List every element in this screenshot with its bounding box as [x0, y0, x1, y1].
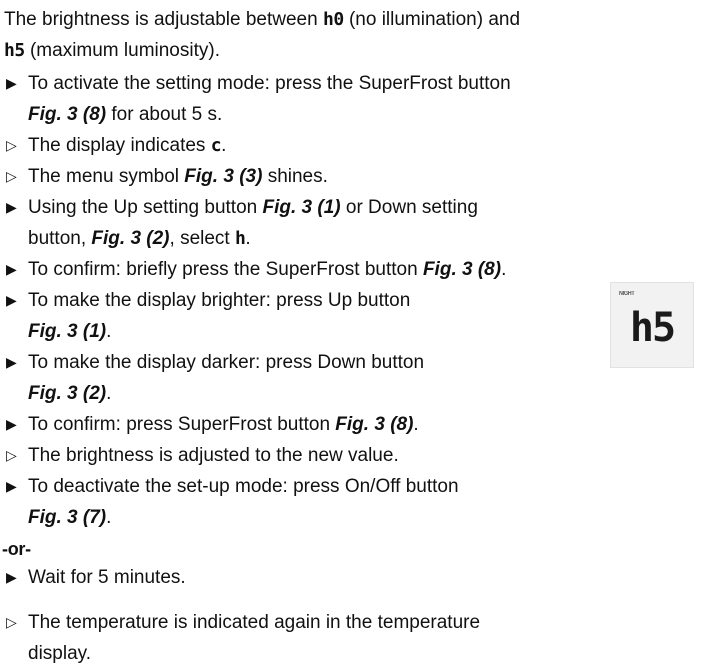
step-text-fragment: or Down setting: [340, 197, 478, 218]
step-text-fragment: The temperature is indicated again in the temperature: [28, 612, 481, 633]
instruction-step: [0, 409, 704, 440]
figure-reference: Fig. 3 (2): [91, 228, 170, 249]
action-bullet-icon: [0, 471, 28, 502]
step-text-fragment: shines.: [262, 166, 328, 187]
instruction-step-text: [28, 409, 704, 440]
step-text-fragment: display.: [28, 643, 92, 664]
step-line: [28, 99, 704, 130]
action-bullet-icon: [0, 68, 28, 99]
figure-reference: Fig. 3 (1): [262, 197, 341, 218]
action-bullet-icon: [0, 285, 28, 316]
instruction-step-text: [28, 471, 704, 533]
step-text-fragment: .: [245, 228, 251, 249]
instruction-step-text: [28, 68, 704, 130]
intro-paragraph: [4, 4, 690, 66]
instruction-step: [0, 347, 704, 409]
step-text-fragment: To activate the setting mode: press the SuperFrost button: [28, 73, 511, 94]
step-line: [28, 414, 419, 435]
action-bullet-icon: [0, 192, 28, 223]
step-line: [28, 567, 186, 588]
step-text-fragment: button,: [28, 228, 92, 249]
code-token: h: [235, 228, 246, 249]
step-text-fragment: To make the display brighter: press Up button: [28, 290, 411, 311]
instruction-step: [0, 192, 704, 254]
figure-reference: Fig. 3 (3): [184, 166, 263, 187]
intro-line-2: [4, 35, 690, 66]
step-line: [28, 290, 410, 311]
figure-reference: Fig. 3 (1): [28, 321, 107, 342]
instruction-step-text: [28, 130, 704, 161]
step-line: [28, 638, 704, 669]
display-value: h5: [629, 305, 675, 351]
action-bullet-icon: [0, 562, 28, 593]
or-separator: -or-: [2, 539, 31, 559]
step-line: [28, 352, 424, 373]
step-text-fragment: for about 5 s.: [106, 104, 223, 125]
step-text-fragment: The display indicates: [28, 135, 211, 156]
step-text-fragment: The menu symbol: [28, 166, 185, 187]
instruction-step-text: [28, 254, 704, 285]
result-bullet-icon: [0, 440, 28, 471]
step-text-fragment: Using the Up setting button: [28, 197, 263, 218]
result-bullet-icon: [0, 130, 28, 161]
step-line: [28, 502, 704, 533]
instruction-step: [0, 285, 704, 347]
intro-text-2: (no illumination) and: [343, 9, 521, 30]
step-line: [28, 378, 548, 409]
instruction-step: [0, 471, 704, 533]
display-night-label: NIGHT: [619, 291, 635, 297]
figure-reference: Fig. 3 (7): [28, 507, 107, 528]
figure-reference: Fig. 3 (8): [335, 414, 414, 435]
action-bullet-icon: [0, 409, 28, 440]
instruction-step-text: [28, 347, 548, 409]
code-token: c: [210, 135, 222, 156]
instruction-step: [0, 607, 704, 669]
figure-reference: Fig. 3 (2): [28, 383, 107, 404]
action-bullet-icon: [0, 347, 28, 378]
step-text-fragment: .: [221, 135, 227, 156]
document-page: [0, 4, 704, 664]
step-line: [28, 73, 511, 94]
code-h5: h5: [4, 40, 25, 61]
step-line: [28, 223, 704, 254]
instruction-step-text: [28, 285, 548, 347]
instruction-step-text: [28, 562, 704, 593]
step-text-fragment: .: [106, 383, 112, 404]
step-text-fragment: .: [106, 507, 112, 528]
step-text-fragment: To confirm: press SuperFrost button: [28, 414, 336, 435]
step-text-fragment: To deactivate the set-up mode: press On/Off button: [28, 476, 459, 497]
code-h0: h0: [322, 9, 344, 30]
step-text-fragment: The brightness is adjusted to the new value.: [28, 445, 399, 466]
instruction-step-text: [28, 440, 704, 471]
instruction-step: [0, 68, 704, 130]
instruction-list-continued: [0, 562, 704, 669]
instruction-step-text: [28, 192, 704, 254]
step-text-fragment: To make the display darker: press Down button: [28, 352, 425, 373]
step-line: [28, 612, 480, 633]
step-line: [28, 197, 478, 218]
instruction-step: [0, 562, 704, 593]
intro-text-1: The brightness is adjustable between: [4, 9, 323, 30]
instruction-list: [0, 68, 704, 533]
result-bullet-icon: [0, 607, 28, 638]
step-line: [28, 445, 399, 466]
action-bullet-icon: [0, 254, 28, 285]
step-line: [28, 476, 459, 497]
instruction-step-text: [28, 161, 704, 192]
step-text-fragment: Wait for 5 minutes.: [28, 567, 186, 588]
display-module-illustration: [610, 282, 694, 368]
step-text-fragment: To confirm: briefly press the SuperFrost button: [28, 259, 423, 280]
intro-text-3: (maximum luminosity).: [24, 40, 220, 61]
step-line: [28, 166, 328, 187]
step-text-fragment: .: [413, 414, 419, 435]
step-line: [28, 316, 548, 347]
instruction-step: [0, 161, 704, 192]
step-text-fragment: , select: [169, 228, 235, 249]
step-line: [28, 135, 226, 156]
result-bullet-icon: [0, 161, 28, 192]
figure-reference: Fig. 3 (8): [28, 104, 107, 125]
step-text-fragment: .: [106, 321, 112, 342]
figure-reference: Fig. 3 (8): [422, 259, 502, 280]
instruction-step: [0, 130, 704, 161]
step-text-fragment: .: [501, 259, 507, 280]
instruction-step: [0, 440, 704, 471]
instruction-step-text: [28, 607, 704, 669]
instruction-step: [0, 254, 704, 285]
step-line: [28, 259, 506, 280]
